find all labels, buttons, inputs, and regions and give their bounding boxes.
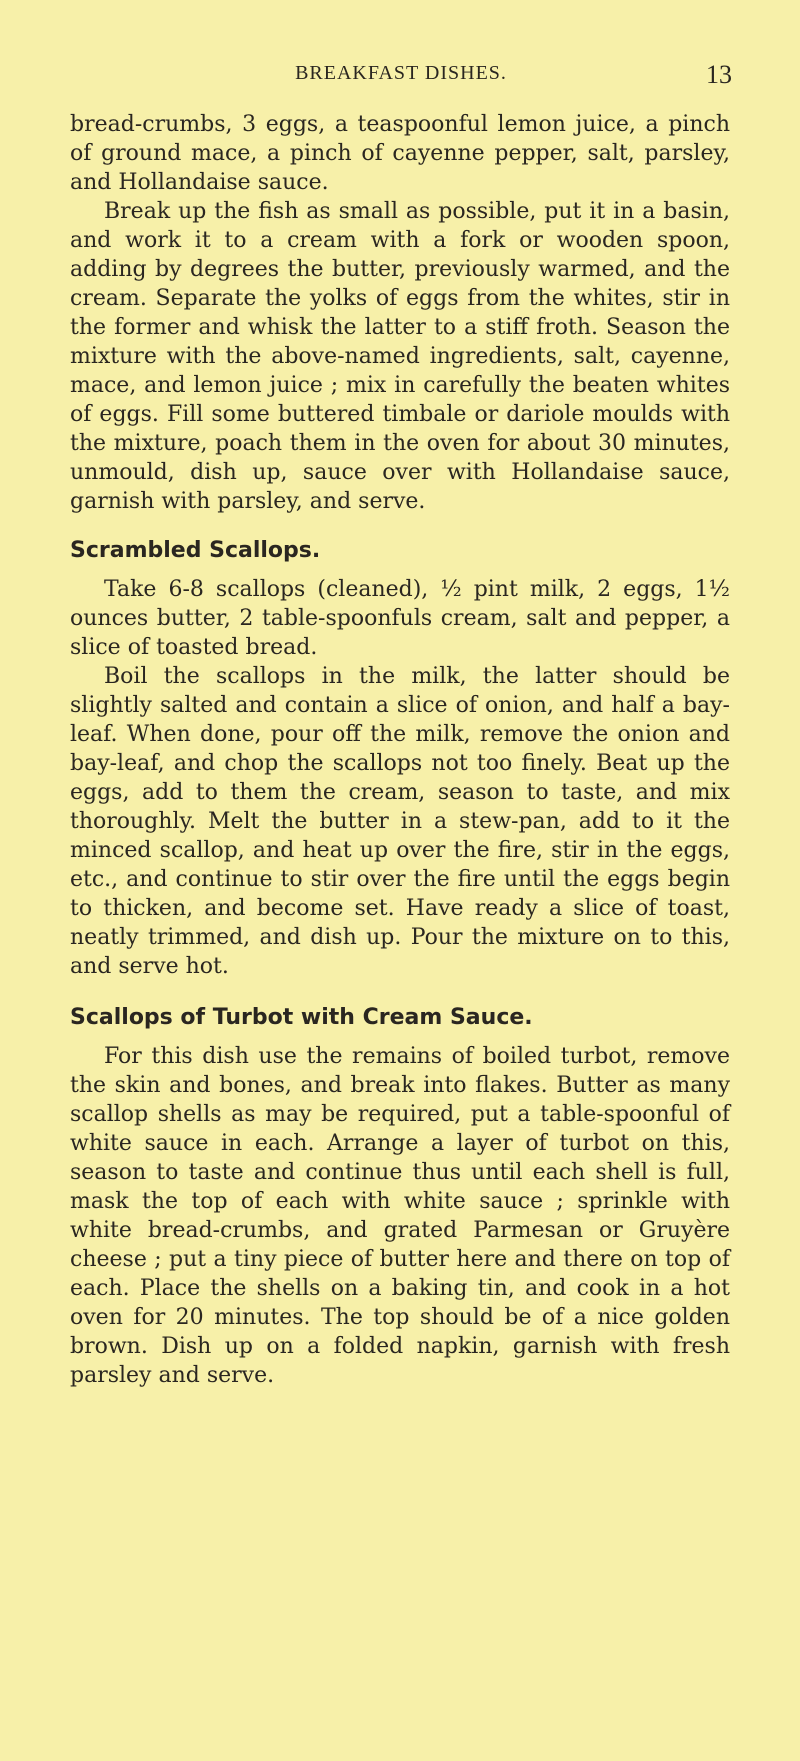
body-text bbox=[70, 110, 730, 1390]
scrambled-scallops-ingredients: Take 6-8 scallops (cleaned), ½ pint milk, 2 eggs, 1½ ounces butter, 2 table-spoonfuls cream, salt and pepper, a slice of toasted bread. bbox=[70, 577, 730, 660]
running-header bbox=[70, 62, 732, 96]
running-header-title: BREAKFAST DISHES. bbox=[295, 62, 507, 84]
page-number: 13 bbox=[706, 60, 732, 89]
scallops-of-turbot-method: For this dish use the remains of boiled turbot, remove the skin and bones, and break into flakes. Butter as many scallop shells as may be required, put a table-spoonful of white sauce in each. Arrange a layer of turbot on this, season to taste and continue thus until each shell is full, mask the top of each with white sauce ; sprinkle with white bread-crumbs, and grated Parmesan or Gruyère cheese ; put a tiny piece of butter here and there on top of each. Place the shells on a baking tin, and cook in a hot oven for 20 minutes. The top should be of a nice golden brown. Dish up on a folded napkin, garnish with fresh parsley and serve. bbox=[70, 1044, 730, 1388]
section-heading-scallops-of-turbot: Scallops of Turbot with Cream Sauce. bbox=[70, 1005, 533, 1030]
section-heading-scrambled-scallops: Scrambled Scallops. bbox=[70, 538, 321, 563]
paragraph-continued: bread-crumbs, 3 eggs, a teaspoonful lemon juice, a pinch of ground mace, a pinch of cayenne pepper, salt, parsley, and Hollandaise sauce. bbox=[70, 112, 730, 195]
scrambled-scallops-method: Boil the scallops in the milk, the latter should be slightly salted and contain a slice of onion, and half a bay-leaf. When done, pour off the milk, remove the onion and bay-leaf, and chop the scallops not too finely. Beat up the eggs, add to them the cream, season to taste, and mix thoroughly. Melt the butter in a stew-pan, add to it the minced scallop, and heat up over the fire, stir in the eggs, etc., and continue to stir over the fire until the eggs begin to thicken, and become set. Have ready a slice of toast, neatly trimmed, and dish up. Pour the mixture on to this, and serve hot. bbox=[70, 664, 730, 979]
paragraph-method: Break up the fish as small as possible, put it in a basin, and work it to a cream with a fork or wooden spoon, adding by degrees the butter, previously warmed, and the cream. Separate the yolks of eggs from the whites, stir in the former and whisk the latter to a stiff froth. Season the mixture with the above-named ingredients, salt, cayenne, mace, and lemon juice ; mix in carefully the beaten whites of eggs. Fill some buttered timbale or dariole moulds with the mixture, poach them in the oven for about 30 minutes, unmould, dish up, sauce over with Hollandaise sauce, garnish with parsley, and serve. bbox=[70, 199, 730, 514]
